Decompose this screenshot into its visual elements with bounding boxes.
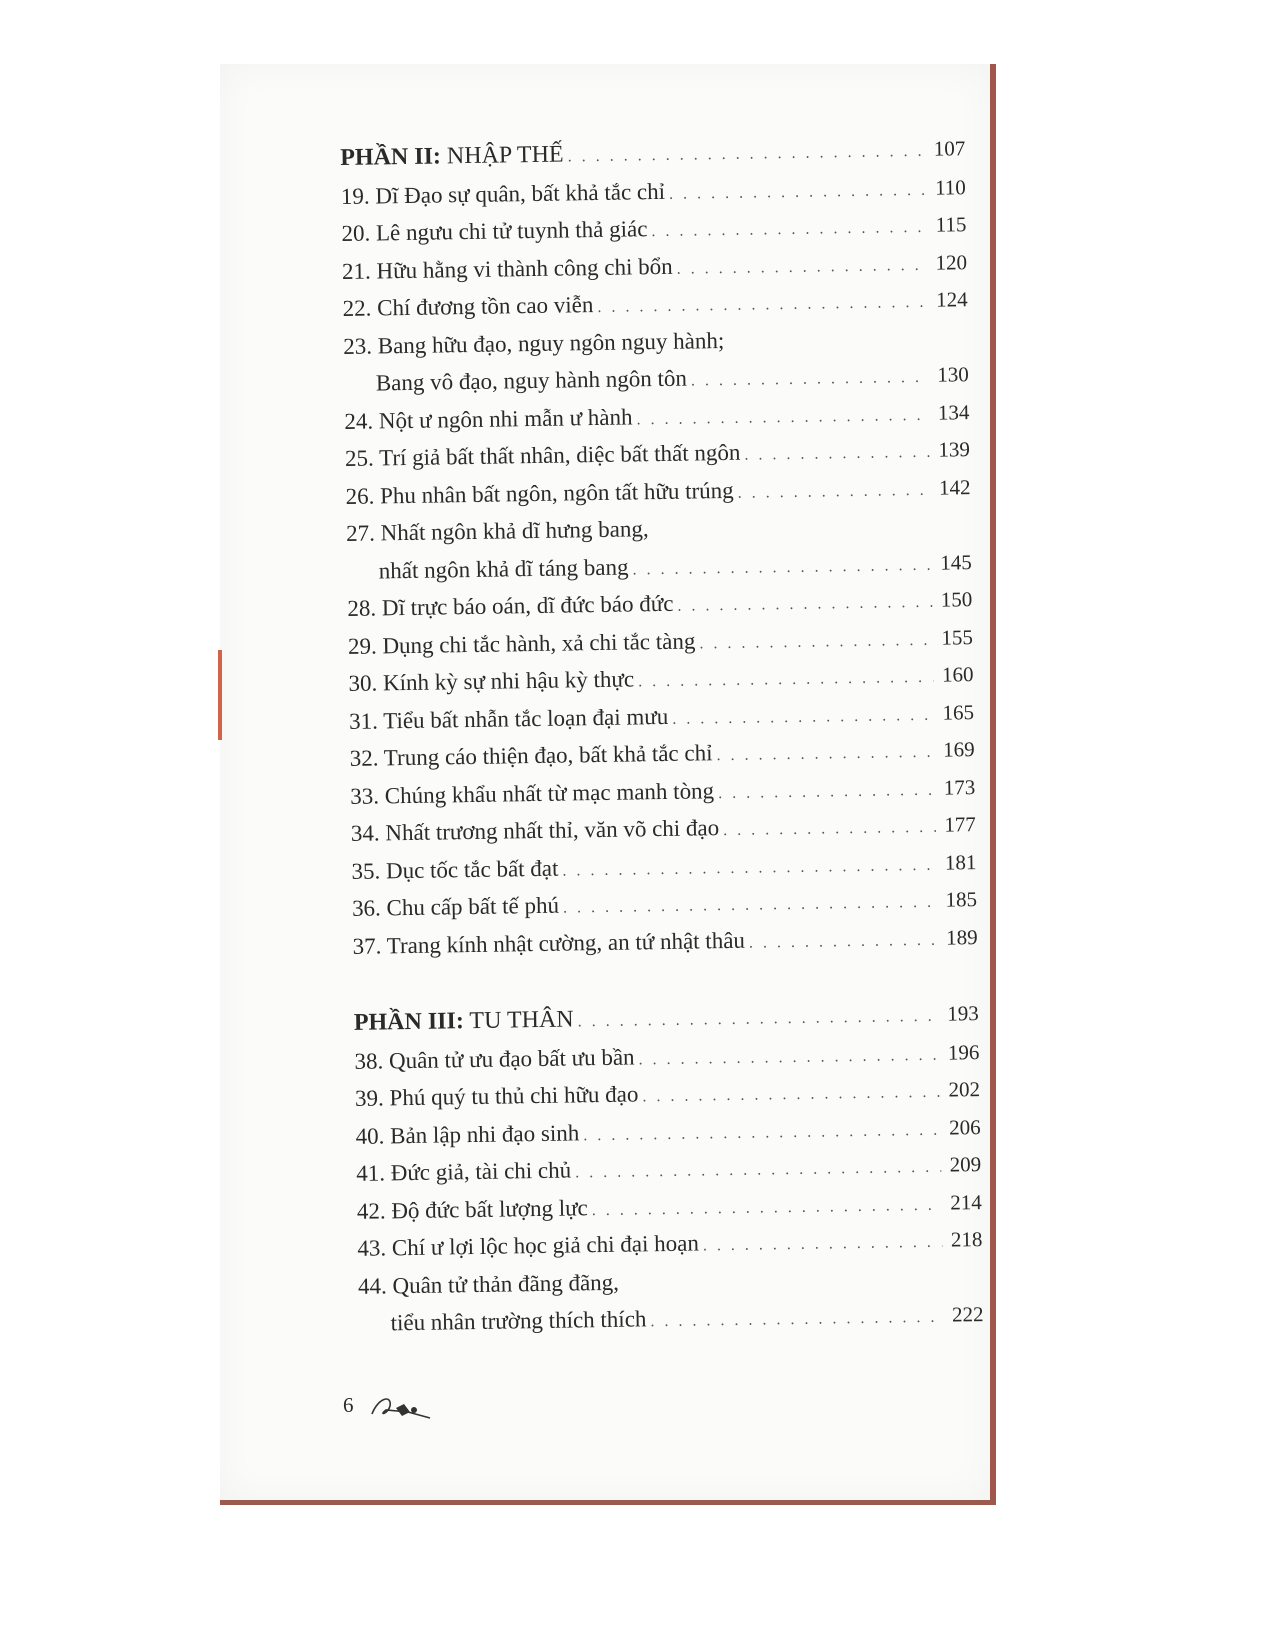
entry-text: Trang kính nhật cường, an tứ nhật thâu [386,927,746,958]
entry-number: 21. [341,258,372,284]
entry-text: Tiểu bất nhẫn tắc loạn đại mưu [383,703,669,733]
entry-text: Quân tử thản đãng đãng, [392,1269,620,1298]
dot-leader [583,1111,941,1154]
entry-number: 44. [357,1272,387,1299]
entry-text: Trí giả bất thất nhân, diệc bất thất ngôn [378,439,741,471]
page-ref: 134 [937,399,970,425]
dot-leader [691,359,929,400]
entry-number: 41. [356,1160,386,1186]
dot-leader [669,171,926,213]
entry-number: 20. [341,220,371,246]
page-ref: 169 [942,737,975,762]
entry-number: 32. [349,745,379,771]
entry-text: Lê ngưu chi tử tuynh thả giác [375,216,648,246]
dot-leader [638,1036,939,1078]
page-ref: 214 [950,1189,982,1215]
dot-leader [723,809,936,850]
entry-title [341,172,666,215]
entry-title [357,1189,589,1230]
entry-title [341,210,648,252]
entry-title [351,809,720,852]
entry-title [345,471,734,515]
entry-number: 23. [343,333,373,359]
entry-title [350,772,714,815]
entry-text: Chí đương tồn cao viễn [376,292,594,321]
entry-title [342,247,673,290]
entry-number: 36. [351,895,382,921]
entry-title [349,697,669,740]
dot-leader [592,1186,943,1229]
dot-leader [632,546,932,588]
page-ref: 150 [940,587,973,612]
page-ref: 196 [947,1039,980,1065]
dot-leader [749,921,938,961]
entry-text: Nhất trương nhất thỉ, văn võ chi đạo [385,815,720,846]
dot-leader [718,771,936,812]
entry-text: Nột ư ngôn nhi mẫn ư hành [378,403,633,433]
entry-number: 38. [354,1047,384,1074]
entry-number: 26. [345,483,375,509]
entry-text: Dụng chi tắc hành, xả chi tắc tàng [382,627,696,658]
book-cover-edge-bottom [220,1500,996,1505]
dot-leader [638,659,934,701]
entry-title [345,434,741,478]
dot-leader [567,133,925,176]
entry-text: tiểu nhân trường thích thích [390,1306,647,1336]
part-label-bold: PHẦN III: [353,1008,465,1036]
page-ref: 202 [948,1077,981,1102]
entry-title [343,321,725,364]
page-ref: 185 [945,887,978,912]
entry-title [355,1114,579,1155]
entry-text: Dục tốc tắc bất đạt [385,855,559,883]
entry-text: Dĩ trực báo oán, dĩ đức báo đức [381,590,674,621]
page-ref: 206 [948,1114,981,1140]
entry-title [354,1038,635,1080]
page-ref: 173 [943,774,976,800]
dot-leader [676,246,927,287]
dot-leader [597,284,928,327]
entry-title [347,585,674,628]
entry-number: 25. [344,445,374,471]
entry-title [355,1075,639,1117]
page-ref: 155 [941,624,974,650]
entry-text: Hữu hằng vi thành công chi bổn [376,253,673,283]
entry-text: Nhất ngôn khả dĩ hưng bang, [380,516,649,546]
part-title [340,136,564,177]
table-of-contents [340,130,984,1342]
page-ref: 193 [947,1001,979,1026]
page-ref: 189 [945,924,978,950]
entry-number: 42. [356,1197,386,1224]
entry-title [358,1300,646,1342]
page-ref: 218 [950,1227,983,1252]
page-ref: 110 [934,174,966,200]
entry-text: Trung cáo thiện đạo, bất khả tắc chỉ [383,740,713,771]
entry-number: 39. [354,1085,384,1111]
dot-leader [716,734,935,775]
page-ref: 130 [937,362,969,387]
entry-number: 19. [340,183,370,209]
entry-title [352,921,745,965]
entry-text: Đức giả, tài chi chủ [390,1157,572,1186]
part-label: TU THÂN [469,1006,574,1035]
entry-title [356,1151,572,1192]
page-ref: 160 [941,662,974,687]
entry-number: 27. [345,520,376,546]
entry-number: 35. [351,857,381,884]
entry-number: 29. [347,632,377,659]
page-ref: 124 [935,287,968,312]
entry-title [344,398,633,440]
entry-text: Chúng khẩu nhất từ mạc manh tòng [384,777,715,808]
entry-title [357,1225,699,1268]
dot-leader [562,846,937,889]
entry-text: Bang vô đạo, nguy hành ngôn tôn [375,365,688,396]
part-label: NHẬP THẾ [446,141,564,170]
dot-leader [703,1224,943,1265]
page-ref: 115 [935,212,967,237]
entry-number: 34. [350,820,380,846]
page-ref: 209 [949,1152,982,1177]
dot-leader [677,584,932,625]
page-ref: 107 [933,136,966,161]
entry-number: 30. [348,670,378,696]
entry-title [342,286,593,327]
entry-text: Bang hữu đạo, nguy ngôn nguy hành; [377,327,725,358]
entry-number: 33. [350,782,380,809]
page-ref: 139 [938,437,971,462]
dot-leader [651,209,927,251]
entry-title [349,734,712,777]
dot-leader [575,1149,942,1192]
page-ref: 222 [951,1302,984,1327]
entry-text: Phu nhân bất ngôn, ngôn tất hữu trúng [379,477,734,508]
entry-number: 43. [357,1235,387,1261]
page-ref: 142 [938,474,971,500]
part-title [354,1001,574,1042]
dot-leader [699,621,933,662]
page-ref: 181 [944,849,977,875]
dot-leader [642,1074,940,1116]
page-ref: 165 [942,699,975,725]
entry-text: Kính kỳ sự nhi hậu kỳ thực [382,666,635,696]
entry-title [348,622,696,665]
page-ref: 145 [940,549,972,575]
entry-title [344,360,688,403]
entry-text: Dĩ Đạo sự quân, bất khả tắc chỉ [375,178,666,208]
entry-number: 24. [344,408,374,434]
book-cover-edge-left [218,650,222,740]
entry-number: 22. [342,295,372,321]
entry-title [351,849,558,890]
publisher-ornament-icon [368,1388,440,1424]
entry-text: nhất ngôn khả dĩ táng bang [378,554,629,583]
dot-leader [650,1299,944,1341]
dot-leader [636,396,929,438]
dot-leader [563,884,938,927]
entry-title [346,510,649,552]
entry-number: 37. [352,932,382,959]
entry-text: Chí ư lợi lộc học giả chi đại hoạn [391,1230,700,1261]
part-label-bold: PHẦN II: [340,143,442,171]
entry-text: Độ đức bất lượng lực [391,1194,588,1223]
entry-title [346,548,628,590]
entry-text: Chu cấp bất tế phú [386,892,560,921]
dot-leader [744,434,930,474]
entry-title [352,887,560,928]
page-ref: 177 [944,812,977,837]
page-ref: 120 [935,249,968,275]
entry-number: 28. [347,595,377,621]
entry-number: 40. [355,1122,385,1149]
page-number: 6 [343,1393,354,1417]
dot-leader [672,696,934,738]
entry-title [358,1263,620,1305]
book-cover-edge-right [990,64,996,1504]
entry-number: 31. [348,707,379,734]
entry-title [348,660,634,702]
entry-text: Phú quý tu thủ chi hữu đạo [389,1081,639,1111]
dot-leader [737,471,930,512]
dot-leader [577,998,939,1041]
entry-text: Bản lập nhi đạo sinh [389,1119,580,1148]
entry-text: Quân tử ưu đạo bất ưu bần [388,1043,635,1073]
